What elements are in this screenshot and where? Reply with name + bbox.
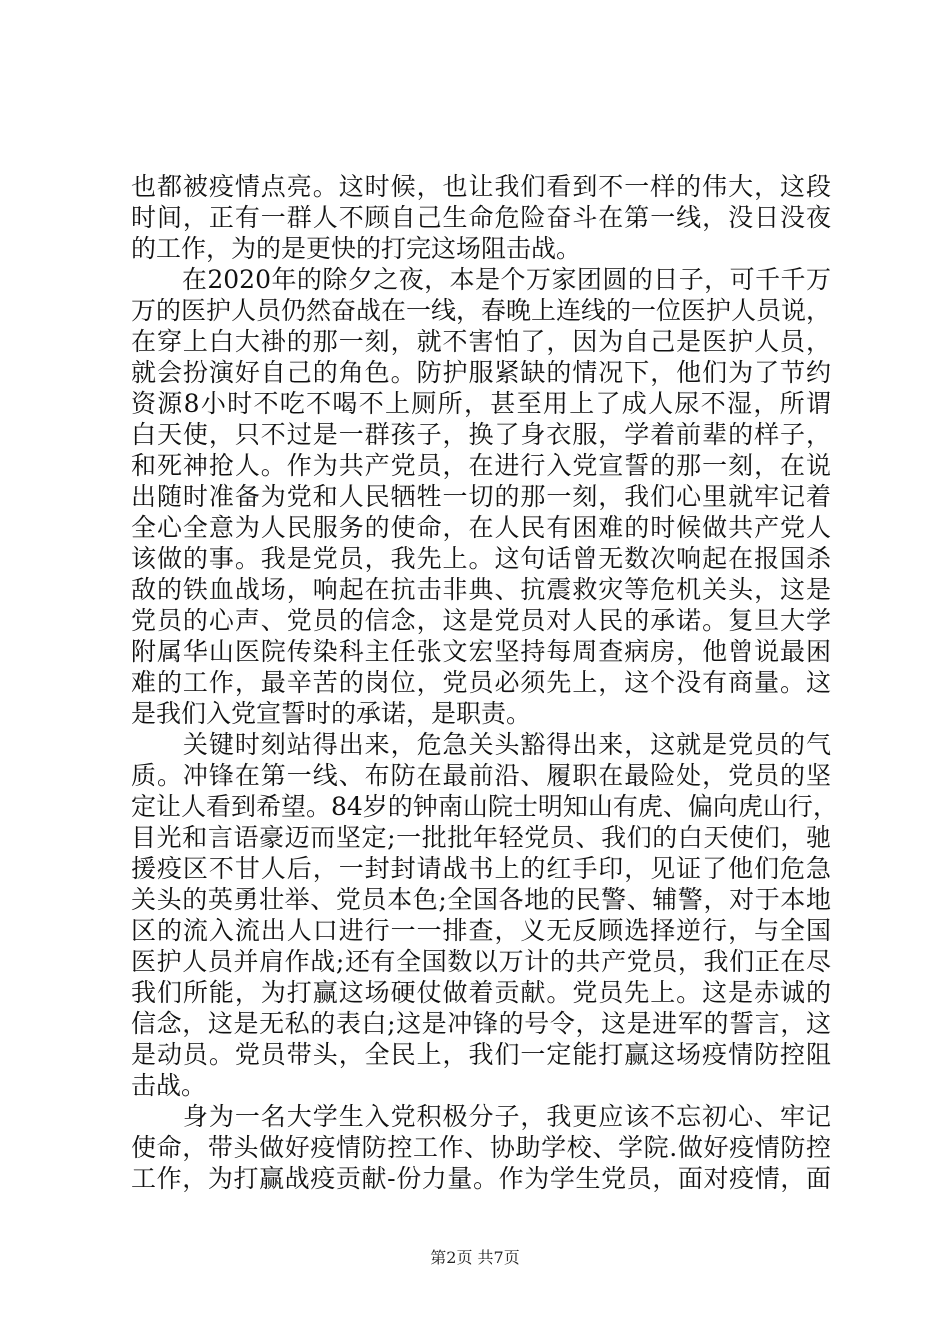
text-line: 击战。 — [131, 1071, 207, 1100]
text-line: 时间，正有一群人不顾自己生命危险奋斗在第一线，没日没夜 — [131, 203, 831, 232]
text-line: 也都被疫情点亮。这时候，也让我们看到不一样的伟大，这段 — [131, 172, 831, 201]
text-line: 是我们入党宣誓时的承诺，是职责。 — [131, 699, 532, 728]
text-line: 使命，带头做好疫情防控工作、协助学校、学院.做好疫情防控 — [131, 1133, 831, 1162]
text-line: 工作，为打赢战疫贡献-份力量。作为学生党员，面对疫情，面 — [131, 1164, 831, 1193]
text-line: 的工作，为的是更快的打完这场阻击战。 — [131, 234, 582, 263]
document-body — [131, 171, 838, 1194]
text-line: 定让人看到希望。84岁的钟南山院士明知山有虎、偏向虎山行， — [131, 792, 838, 821]
text-line: 质。冲锋在第一线、布防在最前沿、履职在最险处，党员的坚 — [131, 761, 831, 790]
text-line: 资源8小时不吃不喝不上厕所，甚至用上了成人尿不湿，所谓 — [131, 389, 831, 418]
page-footer: 第2页 共7页 — [430, 1248, 520, 1267]
text-line: 医护人员并肩作战;还有全国数以万计的共产党员，我们正在尽 — [131, 947, 831, 976]
text-line: 党员的心声、党员的信念，这是党员对人民的承诺。复旦大学 — [131, 606, 831, 635]
text-line: 关键时刻站得出来，危急关头豁得出来，这就是党员的气 — [131, 730, 831, 759]
text-line: 区的流入流出人口进行一一排查，义无反顾选择逆行，与全国 — [131, 916, 831, 945]
text-line: 关头的英勇壮举、党员本色;全国各地的民警、辅警，对于本地 — [131, 885, 831, 914]
text-line: 出随时准备为党和人民牺牲一切的那一刻，我们心里就牢记着 — [131, 482, 831, 511]
text-line: 目光和言语豪迈而坚定;一批批年轻党员、我们的白天使们，驰 — [131, 823, 831, 852]
text-line: 是动员。党员带头，全民上，我们一定能打赢这场疫情防控阻 — [131, 1040, 831, 1069]
text-line: 在穿上白大褂的那一刻，就不害怕了，因为自己是医护人员， — [131, 327, 831, 356]
text-line: 万的医护人员仍然奋战在一线，春晚上连线的一位医护人员说， — [131, 296, 832, 325]
text-line: 白天使，只不过是一群孩子，换了身衣服，学着前辈的样子， — [131, 420, 831, 449]
text-line: 信念，这是无私的表白;这是冲锋的号令，这是进军的誓言，这 — [131, 1009, 831, 1038]
text-line: 援疫区不甘人后，一封封请战书上的红手印，见证了他们危急 — [131, 854, 831, 883]
text-line: 就会扮演好自己的角色。防护服紧缺的情况下，他们为了节约 — [131, 358, 831, 387]
text-line: 和死神抢人。作为共产党员，在进行入党宣誓的那一刻，在说 — [131, 451, 831, 480]
text-line: 该做的事。我是党员，我先上。这句话曾无数次响起在报国杀 — [131, 544, 831, 573]
text-line: 附属华山医院传染科主任张文宏坚持每周查病房，他曾说最困 — [131, 637, 831, 666]
text-line: 全心全意为人民服务的使命，在人民有困难的时候做共产党人 — [131, 513, 831, 542]
text-line: 在2020年的除夕之夜，本是个万家团圆的日子，可千千万 — [131, 265, 831, 294]
text-line: 敌的铁血战场，响起在抗击非典、抗震救灾等危机关头，这是 — [131, 575, 831, 604]
text-line: 难的工作，最辛苦的岗位，党员必须先上，这个没有商量。这 — [131, 668, 831, 697]
text-line: 身为一名大学生入党积极分子，我更应该不忘初心、牢记 — [131, 1102, 831, 1131]
text-line: 我们所能，为打赢这场硬仗做着贡献。党员先上。这是赤诚的 — [131, 978, 831, 1007]
